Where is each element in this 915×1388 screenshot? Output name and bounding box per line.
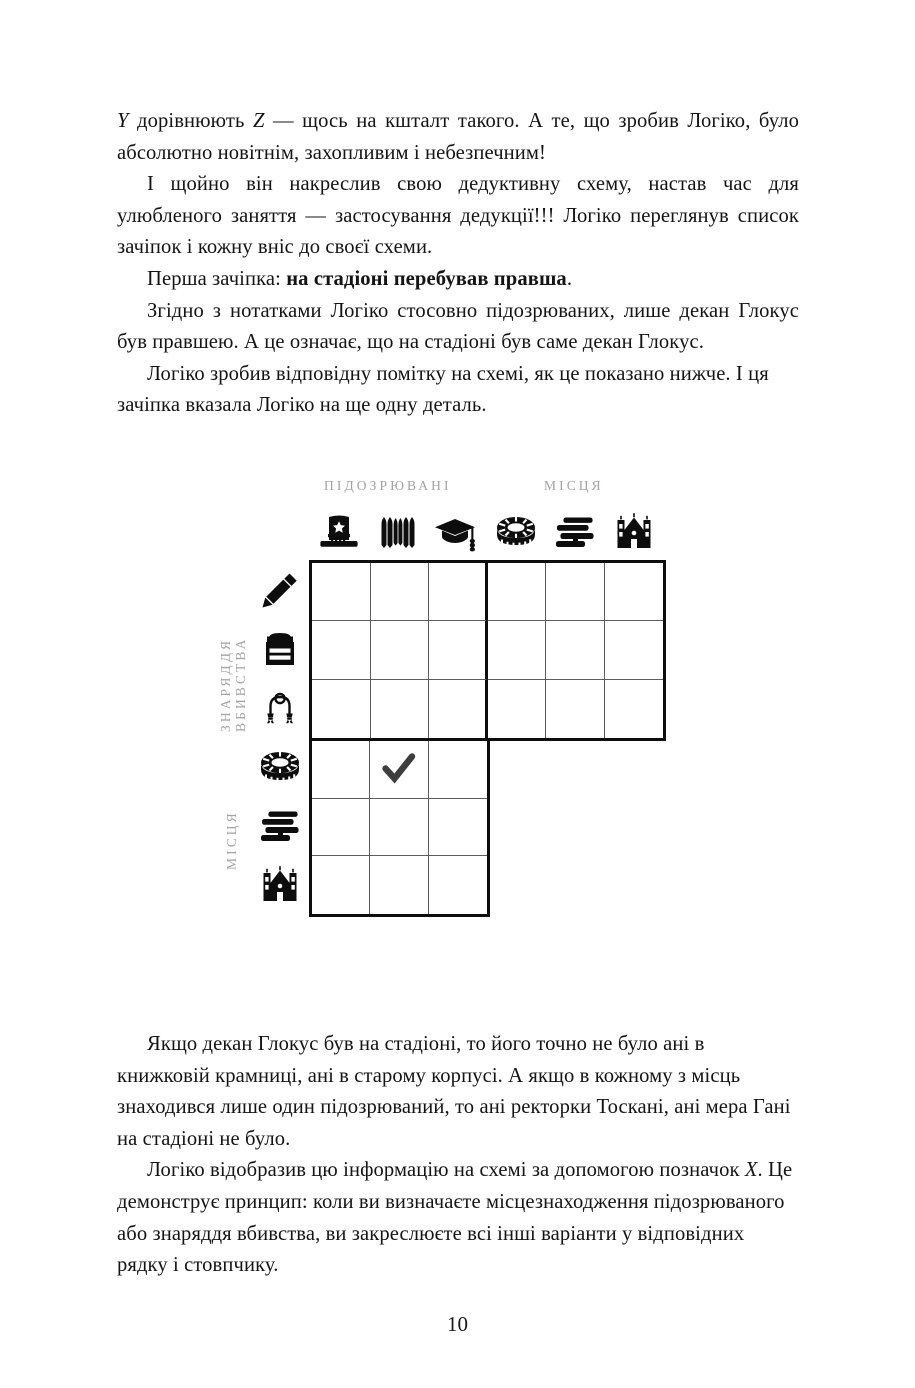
paragraph-7 (117, 1155, 799, 1281)
graduation-cap-icon (434, 510, 480, 554)
stadium-icon (493, 510, 539, 554)
cell-r2-c2[interactable] (429, 680, 488, 738)
grid-row-pencil (312, 563, 663, 621)
paragraph-1 (117, 106, 799, 169)
grid-row-book-stack (312, 799, 487, 857)
cell-r5-c0[interactable] (312, 856, 370, 914)
cell-r0-c1[interactable] (371, 563, 430, 621)
grid-row-stadium (312, 741, 487, 799)
row-header-pencil (250, 560, 309, 619)
backpack-icon (258, 627, 302, 671)
column-header-stadium (486, 503, 545, 560)
column-header-book-stack (545, 503, 604, 560)
page-number: 10 (447, 1312, 468, 1336)
cell-r1-c0[interactable] (312, 621, 371, 679)
variable-x: X (744, 1159, 758, 1182)
pencil-icon (258, 568, 302, 612)
paragraph-5: Логіко зробив відповідну помітку на схемі, як це показано нижче. І ця зачіпка вказала Логіко на ще одну деталь. (117, 362, 769, 417)
row-icon-strip (250, 560, 309, 915)
paragraph-7-part-a: Логіко відобразив цю інформацію на схемі за допомогою позначок (147, 1159, 745, 1182)
paragraph-2: І щойно він накреслив свою дедуктивну схему, настав час для улюбленого заняття — застосування дедукції!!! Логіко переглянув список зачіпок і кожну вніс до своєї схеми. (117, 173, 799, 259)
cell-r1-c4[interactable] (546, 621, 605, 679)
cell-r0-c4[interactable] (546, 563, 605, 621)
cell-r1-c3[interactable] (488, 621, 547, 679)
top-hat-icon (317, 510, 361, 554)
row-header-backpack (250, 619, 309, 678)
variable-y: Y (117, 110, 129, 132)
clue-text: на стадіоні перебував правша (286, 267, 567, 290)
clue-suffix: . (566, 267, 573, 290)
row-header-book-stack (250, 796, 309, 855)
cell-r4-c2[interactable] (429, 799, 487, 857)
logic-grid (309, 560, 667, 917)
cell-r4-c0[interactable] (312, 799, 370, 857)
column-header-graduation-cap (427, 503, 486, 560)
cell-r0-c0[interactable] (312, 563, 371, 621)
row-header-stadium (250, 737, 309, 796)
category-header-places: МІСЦЯ (544, 478, 604, 493)
grid-section-places (309, 738, 490, 917)
deduction-grid-diagram (205, 470, 675, 925)
column-icon-strip (309, 503, 663, 560)
book-stack-icon (257, 804, 303, 848)
column-header-old-building (604, 503, 663, 560)
cell-r3-c1[interactable] (370, 741, 428, 799)
cell-r2-c5[interactable] (605, 680, 663, 738)
cell-r2-c3[interactable] (488, 680, 547, 738)
cell-r4-c1[interactable] (370, 799, 428, 857)
clue-prefix: Перша зачіпка: (147, 267, 287, 290)
column-header-open-book (368, 503, 427, 560)
cell-r2-c1[interactable] (371, 680, 430, 738)
old-building-icon (611, 510, 657, 554)
variable-z: Z (252, 110, 265, 132)
cell-r3-c0[interactable] (312, 741, 370, 799)
grid-section-weapons (309, 560, 666, 741)
side-label-weapons-line1: ЗНАРЯДДЯ (218, 637, 233, 732)
paragraph-6: Якщо декан Глокус був на стадіоні, то його точно не було ані в книжковій крамниці, ані в старому корпусі. А якщо в кожному з місць знаходився лише один підозрюваний, то ані ректорки Тоскані, ані мера Гані на стадіоні не було. (117, 1033, 791, 1150)
paragraph-3 (117, 264, 799, 296)
stadium-icon (257, 745, 303, 789)
paragraph-7-part-b: . Це демонструє принцип: коли ви визначаєте місцезнаходження підозрюваного або знаряддя вбивства, ви закреслюєте всі інші варіанти у відповідних рядку і стовпчику. (117, 1159, 793, 1277)
cell-r0-c2[interactable] (429, 563, 488, 621)
cell-r0-c3[interactable] (488, 563, 547, 621)
grid-row-backpack (312, 621, 663, 679)
intro-text-block (117, 106, 799, 422)
open-book-icon (376, 510, 420, 554)
paragraph-1-part-d: — щось на кшталт такого. А те, що зробив Логіко, було абсолютно новітнім, захопливим і небезпечним! (117, 110, 799, 164)
cell-r2-c0[interactable] (312, 680, 371, 738)
cell-r5-c1[interactable] (370, 856, 428, 914)
row-header-jump-rope (250, 678, 309, 737)
outro-text-block (117, 1029, 799, 1282)
grid-row-jump-rope (312, 680, 663, 738)
cell-r1-c2[interactable] (429, 621, 488, 679)
paragraph-4: Згідно з нотатками Логіко стосовно підозрюваних, лише декан Глокус був правшею. А це означає, що на стадіоні був саме декан Глокус. (117, 299, 799, 354)
cell-r5-c2[interactable] (429, 856, 487, 914)
old-building-icon (257, 863, 303, 907)
cell-r1-c1[interactable] (371, 621, 430, 679)
category-header-suspects: ПІДОЗРЮВАНІ (324, 478, 452, 493)
checkmark-icon (370, 741, 427, 798)
side-label-weapons-line2: ВБИВСТВА (233, 636, 248, 732)
cell-r1-c5[interactable] (605, 621, 663, 679)
cell-r0-c5[interactable] (605, 563, 663, 621)
paragraph-1-part-b: дорівнюють (128, 110, 253, 132)
cell-r2-c4[interactable] (546, 680, 605, 738)
column-header-top-hat (309, 503, 368, 560)
jump-rope-icon (258, 686, 302, 730)
cell-r3-c2[interactable] (429, 741, 487, 799)
row-header-old-building (250, 855, 309, 914)
book-stack-icon (552, 510, 598, 554)
grid-row-old-building (312, 856, 487, 914)
side-label-places: МІСЦЯ (224, 810, 239, 870)
